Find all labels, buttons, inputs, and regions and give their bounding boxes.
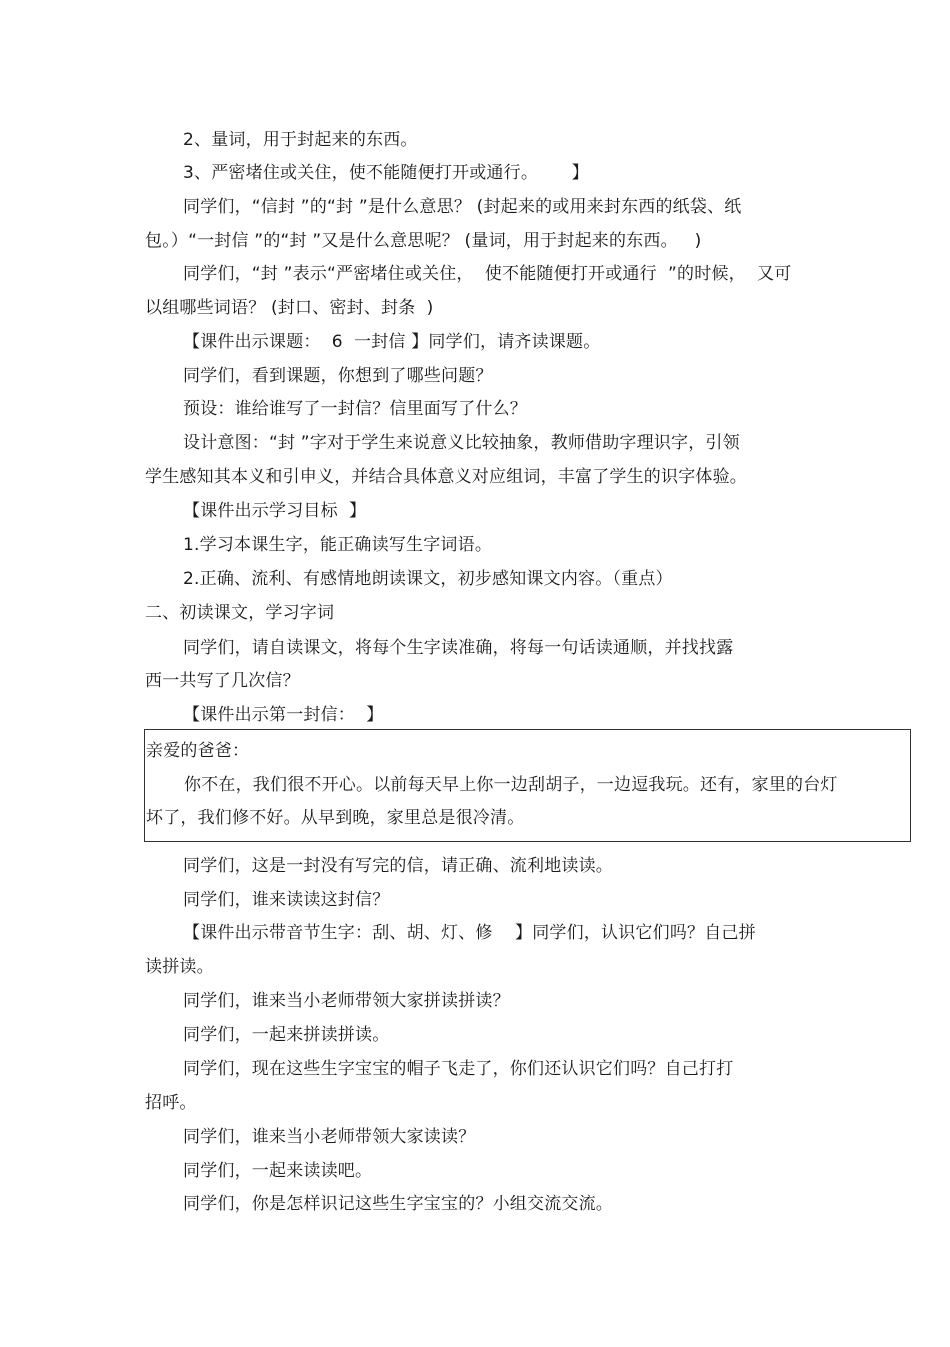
letter-salutation: 亲爱的爸爸：	[146, 741, 250, 761]
section-heading: 二、初读课文，学习字词	[145, 603, 335, 623]
text-line: 同学们，请自读课文，将每个生字读准确，将每一句话读通顺，并找找露	[183, 638, 734, 658]
text-line: 3、严密堵住或关住，使不能随便打开或通行。 】	[183, 163, 589, 183]
text-line: 【课件出示带音节生字：刮、胡、灯、修 】同学们，认识它们吗？自己拼	[183, 923, 756, 943]
text-line: 预设：谁给谁写了一封信？信里面写了什么？	[183, 399, 527, 419]
text-line: 读拼读。	[145, 957, 214, 977]
text-line: 同学们，这是一封没有写完的信，请正确、流利地读读。	[183, 856, 613, 876]
text-line: 【课件出示课题： 6 一封信 】同学们，请齐读课题。	[183, 332, 601, 352]
text-line: 以组哪些词语？ (封口、密封、封条 )	[145, 298, 434, 318]
text-line: 2、量词，用于封起来的东西。	[183, 130, 418, 150]
letter-body-line: 你不在，我们很不开心。以前每天早上你一边刮胡子，一边逗我玩。还有，家里的台灯	[184, 775, 838, 795]
text-line: 同学们，一起来拼读拼读。	[183, 1025, 390, 1045]
text-line: 同学们，谁来当小老师带领大家拼读拼读？	[183, 991, 510, 1011]
text-line: 同学们，谁来读读这封信？	[183, 890, 390, 910]
text-line: 同学们，看到课题，你想到了哪些问题？	[183, 366, 493, 386]
text-line: 学生感知其本义和引申义，并结合具体意义对应组词，丰富了学生的识字体验。	[145, 467, 747, 487]
text-line: 同学们，“封 ”表示“严密堵住或关住， 使不能随便打开或通行 ”的时候， 又可	[183, 264, 792, 284]
letter-box	[144, 729, 911, 842]
text-line: 设计意图：“封 ”字对于学生来说意义比较抽象，教师借助字理识字，引领	[183, 433, 740, 453]
text-line: 西一共写了几次信？	[145, 671, 300, 691]
text-line: 1.学习本课生字，能正确读写生字词语。	[183, 535, 493, 555]
text-line: 同学们，谁来当小老师带领大家读读？	[183, 1127, 476, 1147]
text-line: 【课件出示第一封信： 】	[183, 705, 384, 725]
text-line: 同学们，“信封 ”的“封 ”是什么意思？ (封起来的或用来封东西的纸袋、纸	[183, 197, 742, 217]
text-line: 2.正确、流利、有感情地朗读课文，初步感知课文内容。（重点）	[183, 569, 673, 589]
text-line: 同学们，一起来读读吧。	[183, 1161, 373, 1181]
text-line: 包。）“一封信 ”的“封 ”又是什么意思呢？ (量词，用于封起来的东西。 )	[145, 231, 702, 251]
text-line: 招呼。	[145, 1093, 197, 1113]
text-line: 【课件出示学习目标 】	[183, 501, 367, 521]
text-line: 同学们，你是怎样识记这些生字宝宝的？小组交流交流。	[183, 1194, 613, 1214]
letter-body-line: 坏了，我们修不好。从早到晚，家里总是很冷清。	[146, 808, 525, 828]
text-line: 同学们，现在这些生字宝宝的帽子飞走了，你们还认识它们吗？自己打打	[183, 1059, 734, 1079]
